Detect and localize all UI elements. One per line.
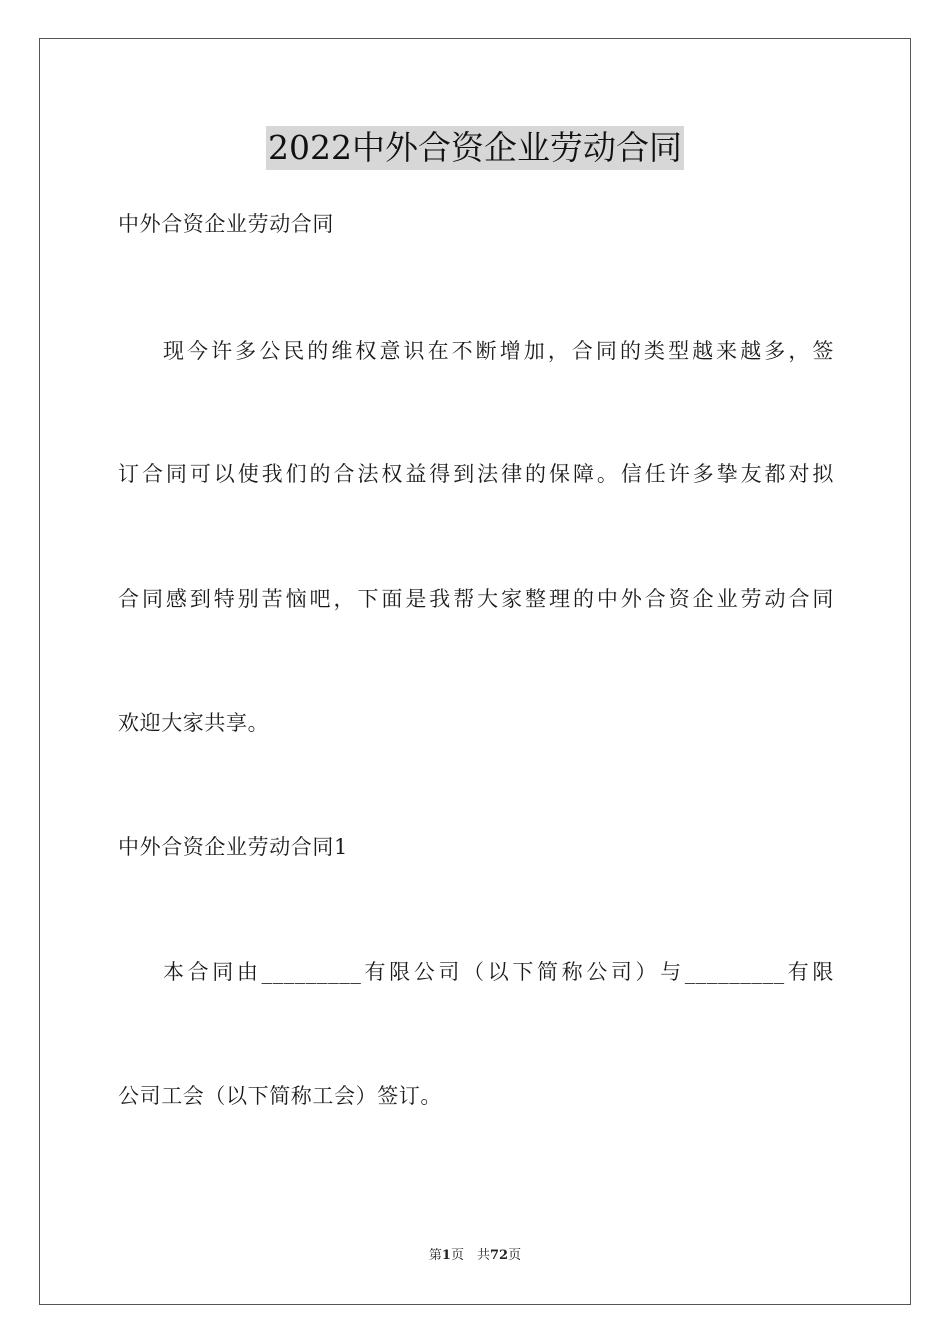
paragraph-line: 公司工会（以下简称工会）签订。 <box>118 1084 442 1108</box>
section-heading: 中外合资企业劳动合同1 <box>118 835 348 859</box>
paragraph-line: 本合同由_________有限公司（以下简称公司）与_________有限 <box>163 960 834 984</box>
footer-page-suffix: 页 <box>508 1248 522 1263</box>
page-footer <box>0 1247 950 1265</box>
paragraph-line: 欢迎大家共享。 <box>118 711 270 735</box>
footer-page-prefix: 第 <box>428 1248 442 1263</box>
footer-page-total: 72 <box>489 1248 509 1263</box>
paragraph-line: 合同感到特别苦恼吧，下面是我帮大家整理的中外合资企业劳动合同 <box>118 587 834 611</box>
document-title <box>0 126 950 170</box>
footer-page-number: 1 <box>441 1248 451 1263</box>
paragraph-line: 订合同可以使我们的合法权益得到法律的保障。信任许多挚友都对拟 <box>118 462 834 486</box>
paragraph-line: 现今许多公民的维权意识在不断增加，合同的类型越来越多，签 <box>163 339 834 363</box>
document-subtitle: 中外合资企业劳动合同 <box>118 212 334 236</box>
footer-page-mid: 页 共 <box>450 1248 490 1263</box>
document-title-text: 2022中外合资企业劳动合同 <box>266 126 684 170</box>
